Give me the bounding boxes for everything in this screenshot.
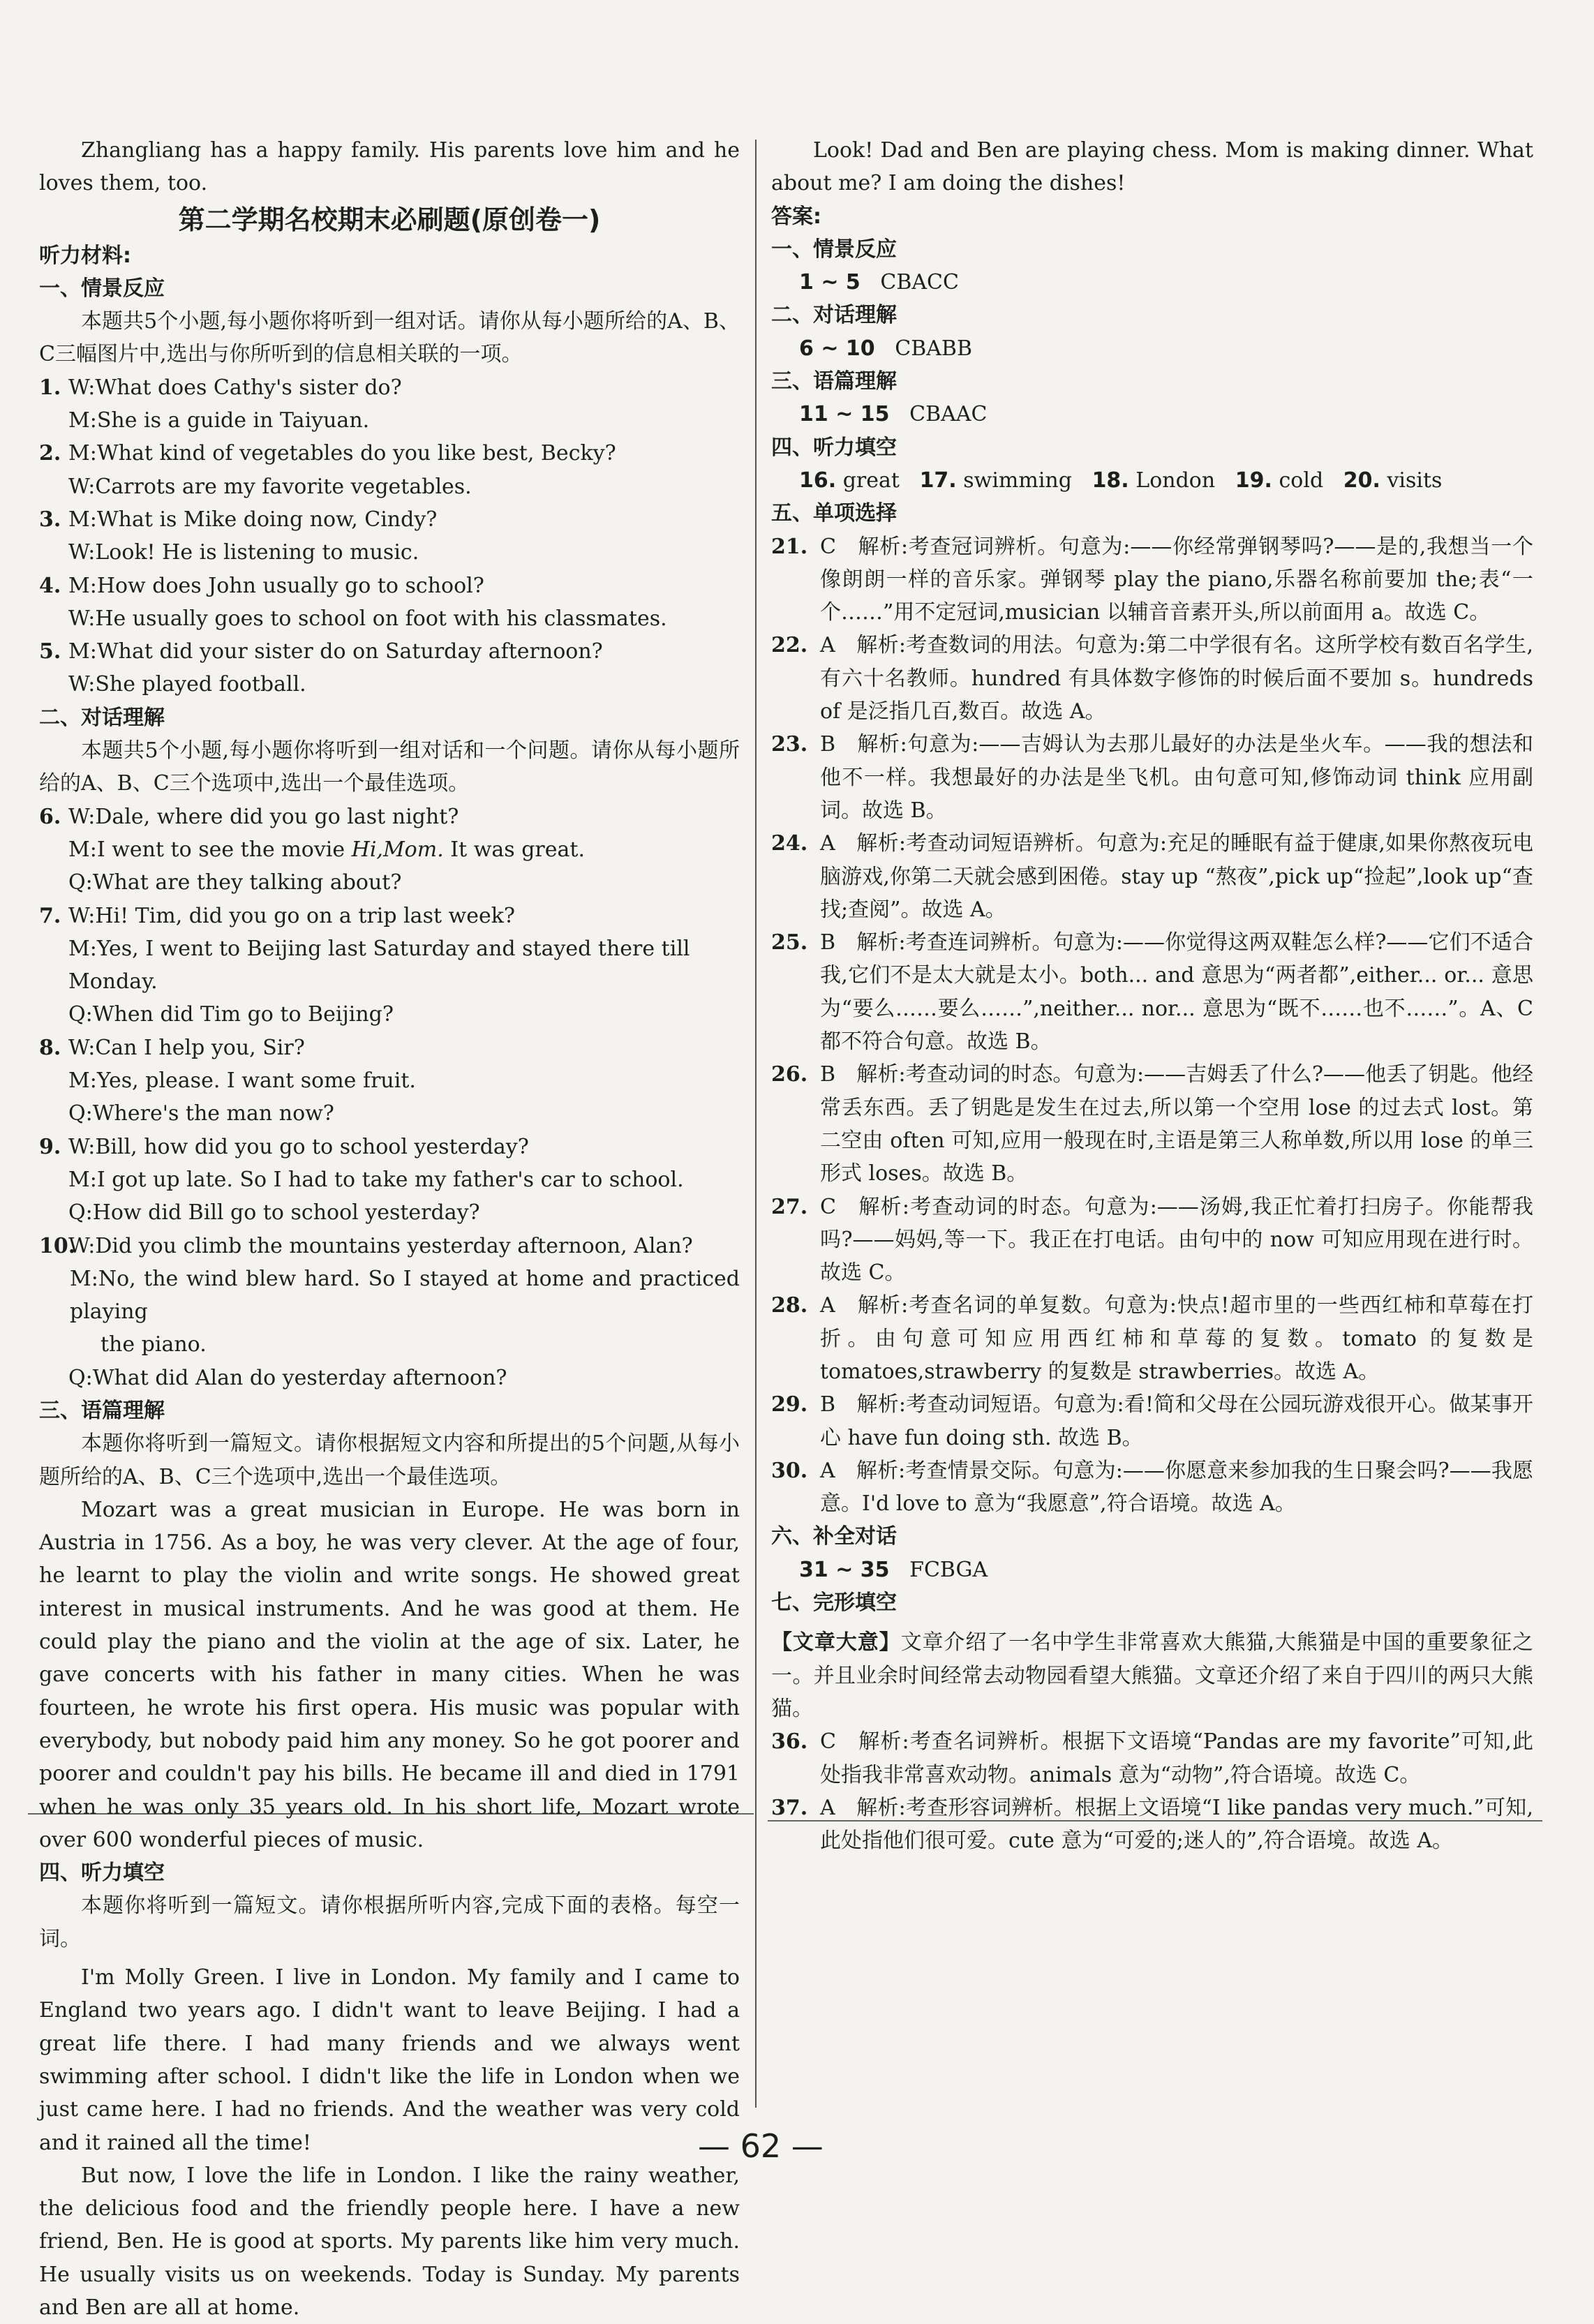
- dialogue-item: [39, 437, 740, 470]
- section-heading: 三、语篇理解: [39, 1398, 165, 1423]
- answer-item: [771, 1388, 1533, 1454]
- answer-explanation: A 解析:考查动词短语辨析。句意为:充足的睡眠有益于健康,如果你熬夜玩电脑游戏,你第二天就会感到困倦。stay up “熬夜”,pick up“捡起”,look up“查找;查阅”。故选 A。: [820, 831, 1533, 922]
- answer-row: 6 ~ 10 CBABB: [799, 336, 973, 361]
- section-heading: 一、情景反应: [39, 276, 165, 301]
- speaker-line: M:No, the wind blew hard. So I stayed at home and practiced playing: [70, 1266, 740, 1325]
- section-heading: 七、完形填空: [771, 1591, 897, 1616]
- blank-number: 18.: [1092, 468, 1129, 493]
- question-number: 37.: [771, 1795, 808, 1820]
- answer-row: 11 ~ 15 CBAAC: [799, 402, 988, 427]
- answer-item: [771, 1058, 1533, 1190]
- speaker-line: W:What does Cathy's sister do?: [68, 375, 402, 400]
- item-number: 7.: [39, 903, 61, 928]
- answer-explanation: C 解析:考查冠词辨析。句意为:——你经常弹钢琴吗?——是的,我想当一个像朗朗一样的音乐家。弹钢琴 play the piano,乐器名称前要加 the;表“一个……”用不定冠词,musician 以辅音音素开头,所以前面用 a。故选 C。: [820, 534, 1533, 625]
- dialogue-item: [39, 503, 740, 536]
- speaker-line: Q:What did Alan do yesterday afternoon?: [68, 1365, 507, 1390]
- page-title: 第二学期名校期末必刷题(原创卷一): [178, 204, 601, 235]
- question-number: 21.: [771, 534, 808, 559]
- speaker-line: W:Bill, how did you go to school yesterday?: [68, 1134, 529, 1159]
- answer-explanation: A 解析:考查名词的单复数。句意为:快点!超市里的一些西红柿和草莓在打折。由句意可知应用西红柿和草莓的复数。tomato 的复数是 tomatoes,strawberry 的复数是 strawberries。故选 A。: [820, 1293, 1533, 1384]
- speaker-line: M:She is a guide in Taiyuan.: [68, 408, 370, 433]
- article-summary: 【文章大意】文章介绍了一名中学生非常喜欢大熊猫,大熊猫是中国的重要象征之一。并且业余时间经常去动物园看望大熊猫。文章还介绍了来自于四川的两只大熊猫。: [771, 1630, 1534, 1721]
- answer-item: [771, 926, 1533, 1058]
- answer-row: 31 ~ 35 FCBGA: [799, 1557, 988, 1582]
- answer-item: [771, 629, 1533, 728]
- speaker-line: W:Carrots are my favorite vegetables.: [68, 474, 472, 499]
- section-heading: 四、听力填空: [771, 435, 897, 460]
- answer-list: [771, 1725, 1533, 1857]
- speaker-line: Q:How did Bill go to school yesterday?: [68, 1200, 480, 1226]
- column-divider: [755, 140, 757, 2108]
- question-number: 22.: [771, 633, 808, 658]
- speaker-line: Q:What are they talking about?: [68, 870, 402, 895]
- answer-item: [771, 1191, 1533, 1290]
- answer-row: 1 ~ 5 CBACC: [799, 270, 959, 295]
- passage: But now, I love the life in London. I like the rainy weather, the delicious food and the friendly people here. I have a new friend, Ben. He is good at sports. My parents like him very much. He usually visits us on weekends. Today is Sunday. My parents and Ben are all at home.: [39, 2163, 740, 2320]
- answer-explanation: B 解析:考查动词的时态。句意为:——吉姆丢了什么?——他丢了钥匙。他经常丢东西。丢了钥匙是发生在过去,所以第一个空用 lose 的过去式 lost。第二空由 often 可知,应用一般现在时,主语是第三人称单数,所以用 lose 的单三形式 loses。故选 B。: [820, 1062, 1533, 1186]
- passage: I'm Molly Green. I live in London. My family and I came to England two years ago. I didn't want to leave Beijing. I had a great life there. I had many friends and we always went swimming after school. I didn't like the life in London when we just came here. I had no friends. And the weather was very cold and it rained all the time!: [39, 1965, 740, 2155]
- question-number: 36.: [771, 1729, 808, 1755]
- blank-number: 17.: [919, 468, 957, 493]
- item-number: 9.: [39, 1134, 61, 1159]
- question-number: 24.: [771, 831, 808, 856]
- speaker-line: the piano.: [100, 1332, 207, 1357]
- speaker-line: M:How does John usually go to school?: [68, 573, 484, 598]
- answers-heading: 答案:: [771, 204, 821, 229]
- speaker-line: M:Yes, please. I want some fruit.: [68, 1068, 416, 1094]
- section-heading: 四、听力填空: [39, 1861, 165, 1886]
- answer-item: [771, 1289, 1533, 1388]
- speaker-line: M:What did your sister do on Saturday afternoon?: [68, 639, 603, 664]
- dialogue-list: [39, 371, 740, 701]
- answer-explanation: A 解析:考查形容词辨析。根据上文语境“I like pandas very much.”可知,此处指他们很可爱。cute 意为“可爱的;迷人的”,符合语境。故选 A。: [820, 1795, 1533, 1854]
- answer-list: [771, 530, 1533, 1521]
- blank-number: 19.: [1235, 468, 1272, 493]
- dialogue-item: [39, 371, 740, 404]
- dialogue-item: [39, 800, 740, 833]
- speaker-line: M:I went to see the movie Hi,Mom. It was great.: [68, 837, 585, 862]
- left-column: [39, 134, 740, 2324]
- section-heading: 二、对话理解: [39, 705, 165, 730]
- speaker-line: W:Did you climb the mountains yesterday afternoon, Alan?: [68, 1233, 693, 1258]
- answer-item: [771, 1454, 1533, 1521]
- answer-item: [771, 1792, 1533, 1858]
- dialogue-list: [39, 900, 740, 1230]
- page-number: — 62 —: [698, 2127, 824, 2165]
- question-number: 26.: [771, 1062, 808, 1087]
- answer-explanation: B 解析:句意为:——吉姆认为去那儿最好的办法是坐火车。——我的想法和他不一样。我想最好的办法是坐飞机。由句意可知,修饰动词 think 应用副词。故选 B。: [820, 732, 1533, 823]
- intro-paragraph: Zhangliang has a happy family. His parents love him and he loves them, too.: [39, 138, 740, 196]
- item-number: 5.: [39, 639, 61, 664]
- question-number: 30.: [771, 1458, 808, 1483]
- question-number: 28.: [771, 1293, 808, 1318]
- section-heading: 一、情景反应: [771, 237, 897, 262]
- speaker-line: M:Yes, I went to Beijing last Saturday and stayed there till Monday.: [68, 936, 690, 995]
- answer-explanation: C 解析:考查动词的时态。句意为:——汤姆,我正忙着打扫房子。你能帮我吗?——妈妈,等一下。我正在打电话。由句中的 now 可知应用现在进行时。故选 C。: [820, 1194, 1533, 1286]
- dialogue-item: [39, 900, 740, 932]
- passage: Mozart was a great musician in Europe. He was born in Austria in 1756. As a boy, he was very clever. At the age of four, he learnt to play the violin and write songs. He showed great interest in musical instruments. And he was good at them. He could play the piano and the violin at the age of six. Later, he gave concerts with his father in many cities. When he was fourteen, he wrote his first opera. His music was popular with everybody, but nobody paid him any money. So he got poorer and poorer and couldn't pay his bills. He became ill and died in 1791 when he was only 35 years old. In his short life, Mozart wrote over 600 wonderful pieces of music.: [39, 1497, 740, 1852]
- speaker-line: Q:When did Tim go to Beijing?: [68, 1002, 394, 1027]
- item-number: 4.: [39, 573, 61, 598]
- blank-number: 20.: [1343, 468, 1380, 493]
- blank-number: 16.: [799, 468, 837, 493]
- answer-explanation: A 解析:考查情景交际。句意为:——你愿意来参加我的生日聚会吗?——我愿意。I'd love to 意为“我愿意”,符合语境。故选 A。: [820, 1458, 1533, 1517]
- blank-answer: great: [842, 468, 900, 493]
- speaker-line: W:Look! He is listening to music.: [68, 540, 419, 565]
- speaker-line: M:I got up late. So I had to take my father's car to school.: [68, 1167, 684, 1192]
- question-number: 27.: [771, 1194, 808, 1219]
- answer-row: [771, 464, 1533, 497]
- item-number: 6.: [39, 804, 61, 829]
- section-instructions: 本题你将听到一篇短文。请你根据短文内容和所提出的5个问题,从每小题所给的A、B、C三个选项中,选出一个最佳选项。: [39, 1431, 740, 1489]
- item-number: 3.: [39, 507, 61, 532]
- speaker-line: Q:Where's the man now?: [68, 1101, 334, 1126]
- dialogue-item: [39, 1230, 740, 1262]
- item-number: 2.: [39, 441, 61, 466]
- question-number: 25.: [771, 930, 808, 955]
- dialogue-item: [39, 1031, 740, 1064]
- section-instructions: 本题共5个小题,每小题你将听到一组对话和一个问题。请你从每小题所给的A、B、C三个选项中,选出一个最佳选项。: [39, 738, 740, 796]
- speaker-line: W:Hi! Tim, did you go on a trip last week?: [68, 903, 516, 928]
- listening-heading: 听力材料:: [39, 243, 131, 268]
- section-heading: 二、对话理解: [771, 303, 897, 328]
- speaker-line: W:He usually goes to school on foot with his classmates.: [68, 606, 667, 631]
- speaker-line: M:What is Mike doing now, Cindy?: [68, 507, 438, 532]
- answer-item: [771, 728, 1533, 827]
- dialogue-item: [39, 635, 740, 668]
- answer-item: [771, 827, 1533, 926]
- section-instructions: 本题共5个小题,每小题你将听到一组对话。请你从每小题所给的A、B、C三幅图片中,选出与你所听到的信息相关联的一项。: [39, 309, 740, 367]
- blank-answer: London: [1135, 468, 1216, 493]
- speaker-line: M:What kind of vegetables do you like best, Becky?: [68, 441, 616, 466]
- right-column: [771, 134, 1533, 1857]
- blank-answer: cold: [1279, 468, 1324, 493]
- answer-item: [771, 1725, 1533, 1792]
- section-heading: 六、补全对话: [771, 1524, 897, 1549]
- speaker-line: W:Dale, where did you go last night?: [68, 804, 459, 829]
- passage-continued: Look! Dad and Ben are playing chess. Mom is making dinner. What about me? I am doing the dishes!: [771, 138, 1533, 196]
- dialogue-item: [39, 1131, 740, 1163]
- blank-answer: swimming: [963, 468, 1072, 493]
- section-heading: 三、语篇理解: [771, 369, 897, 394]
- answer-explanation: A 解析:考查数词的用法。句意为:第二中学很有名。这所学校有数百名学生,有六十名教师。hundred 有具体数字修饰的时候后面不要加 s。hundreds of 是泛指几百,数百。故选 A。: [820, 633, 1533, 724]
- item-number: 1.: [39, 375, 61, 400]
- section-heading: 五、单项选择: [771, 501, 897, 526]
- speaker-line: W:She played football.: [68, 672, 306, 697]
- answer-item: [771, 530, 1533, 630]
- speaker-line: W:Can I help you, Sir?: [68, 1035, 305, 1060]
- item-number: 10.: [39, 1233, 76, 1258]
- section-instructions: 本题你将听到一篇短文。请你根据所听内容,完成下面的表格。每空一词。: [39, 1893, 740, 1951]
- answer-explanation: B 解析:考查动词短语。句意为:看!简和父母在公园玩游戏很开心。做某事开心 have fun doing sth. 故选 B。: [820, 1392, 1533, 1450]
- question-number: 23.: [771, 732, 808, 757]
- item-number: 8.: [39, 1035, 61, 1060]
- blank-answer: visits: [1387, 468, 1443, 493]
- answer-explanation: C 解析:考查名词辨析。根据下文语境“Pandas are my favorite”可知,此处指我非常喜欢动物。animals 意为“动物”,符合语境。故选 C。: [820, 1729, 1533, 1787]
- question-number: 29.: [771, 1392, 808, 1417]
- answer-explanation: B 解析:考查连词辨析。句意为:——你觉得这两双鞋怎么样?——它们不适合我,它们不是太大就是太小。both... and 意思为“两者都”,either... or... 意思为“要么……要么……”,neither... nor... 意思为“既不……也不……”。A、C 都不符合句意。故选 B。: [820, 930, 1533, 1055]
- dialogue-item: [39, 569, 740, 602]
